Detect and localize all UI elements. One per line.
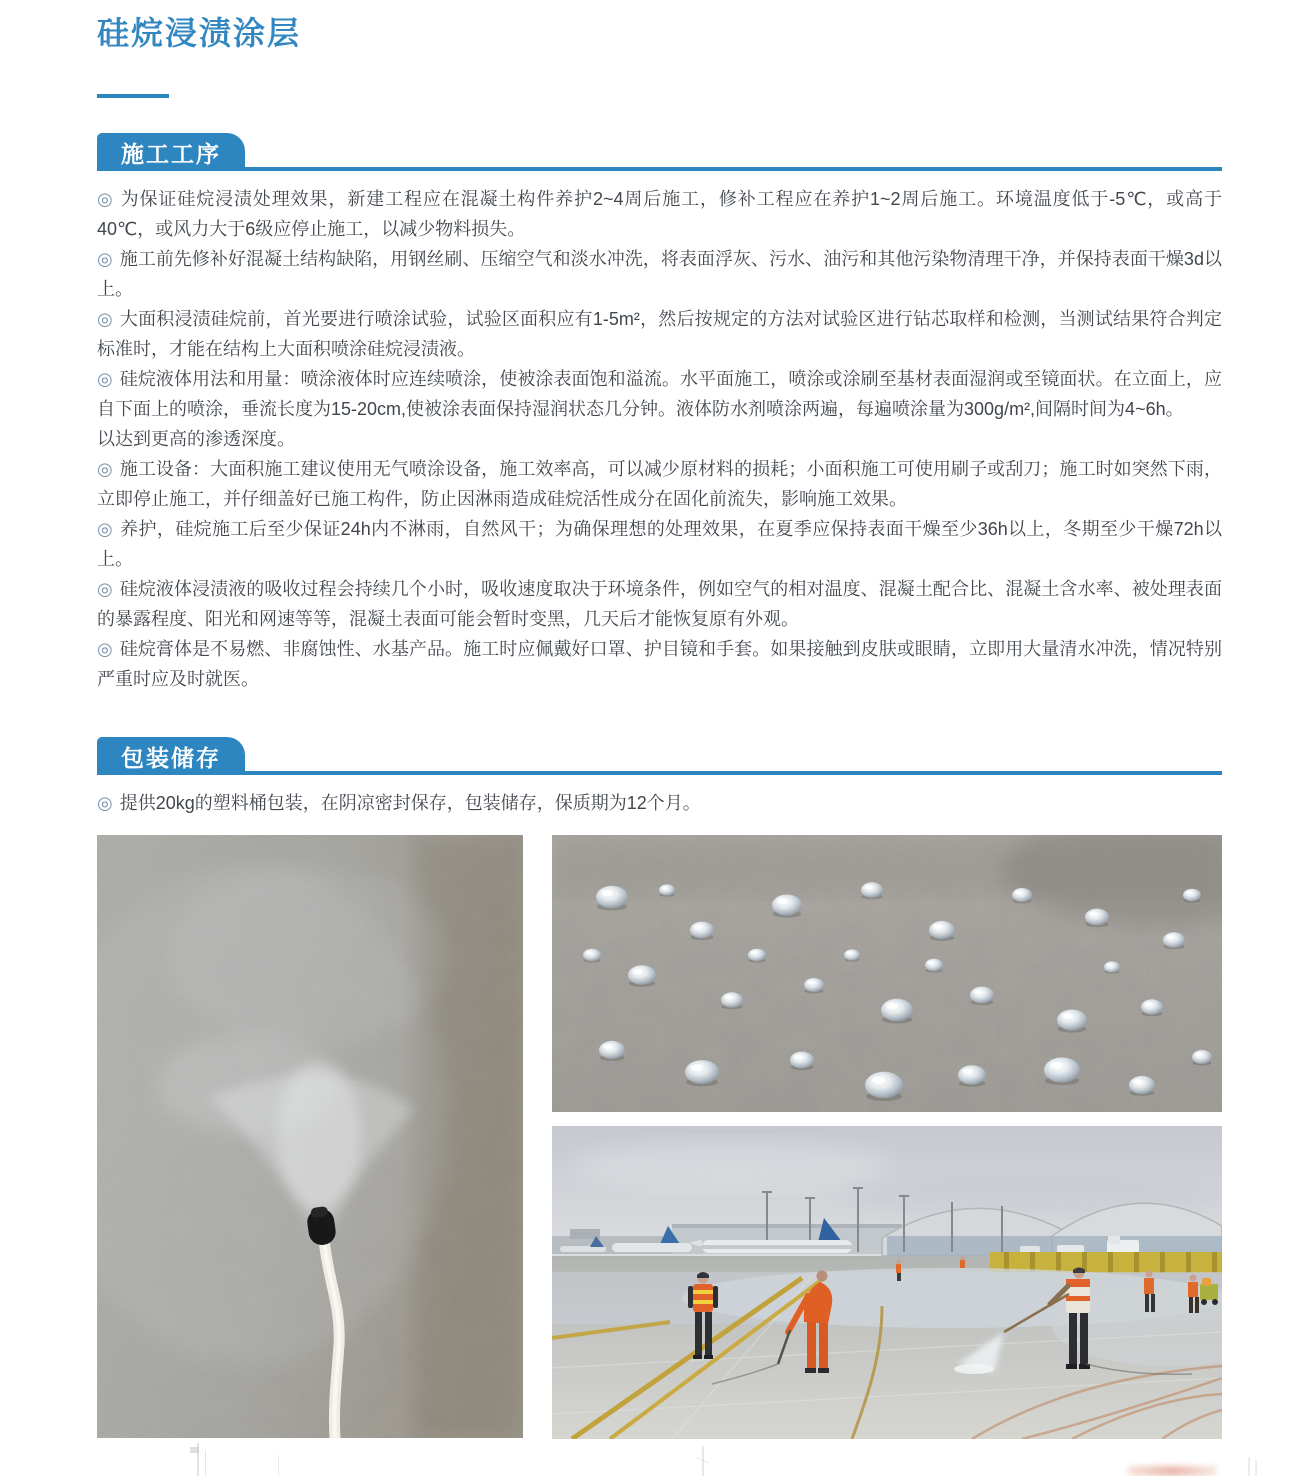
page-bottom-artifact [1255, 1460, 1257, 1476]
paragraph-text: 施工前先修补好混凝土结构缺陷，用钢丝刷、压缩空气和淡水冲洗，将表面浮灰、污水、油污和其他污染物清理干净，并保持表面干燥3d以上。 [97, 249, 1222, 299]
section-header-packaging [97, 737, 1222, 775]
page-bottom-smudge [1128, 1466, 1216, 1476]
body-paragraph [97, 364, 1222, 424]
paragraph-text: 提供20kg的塑料桶包装，在阴凉密封保存，包装储存，保质期为12个月。 [119, 793, 701, 813]
body-paragraph [97, 634, 1222, 694]
page-bottom-artifact [205, 1450, 206, 1476]
bullet-icon: ◎ [97, 369, 113, 389]
packaging-paragraphs [97, 788, 1222, 818]
spray-application-photo [97, 835, 523, 1438]
paragraph-text: 硅烷液体浸渍液的吸收过程会持续几个小时，吸收速度取决于环境条件，例如空气的相对温度、混凝土配合比、混凝土含水率、被处理表面的暴露程度、阳光和网速等等，混凝土表面可能会暂时变黑，几天后才能恢复原有外观。 [97, 579, 1222, 629]
body-paragraph [97, 574, 1222, 634]
bullet-icon: ◎ [97, 249, 113, 269]
body-paragraph [97, 454, 1222, 514]
bullet-icon: ◎ [97, 309, 113, 329]
section-tab: 包装储存 [97, 737, 245, 775]
paragraph-text: 大面积浸渍硅烷前，首光要进行喷涂试验，试验区面积应有1-5m²，然后按规定的方法对试验区进行钻芯取样和检测，当测试结果符合判定标准时，才能在结构上大面积喷涂硅烷浸渍液。 [97, 309, 1222, 359]
body-paragraph [97, 788, 1222, 818]
page-content [97, 0, 1222, 1439]
bullet-icon: ◎ [97, 189, 114, 209]
bullet-icon: ◎ [97, 579, 113, 599]
page-title: 硅烷浸渍涂层 [97, 15, 302, 51]
paragraph-text: 养护，硅烷施工后至少保证24h内不淋雨，自然风干；为确保理想的处理效果，在夏季应保持表面干燥至少36h以上，冬期至少干燥72h以上。 [97, 519, 1222, 569]
bullet-icon: ◎ [97, 793, 113, 813]
page-bottom-artifact [278, 1455, 279, 1476]
bullet-icon: ◎ [97, 459, 113, 479]
paragraph-text: 以达到更高的渗透深度。 [97, 429, 295, 449]
photo-grid [97, 835, 1222, 1439]
body-paragraph [97, 184, 1222, 244]
page-bottom-artifact [190, 1447, 199, 1453]
photo-column-right [552, 835, 1222, 1439]
paragraph-text: 硅烷膏体是不易燃、非腐蚀性、水基产品。施工时应佩戴好口罩、护目镜和手套。如果接触到皮肤或眼睛，立即用大量清水冲洗，情况特别严重时应及时就医。 [97, 639, 1222, 689]
body-paragraph [97, 424, 1222, 454]
bullet-icon: ◎ [97, 639, 113, 659]
section-tab-rule [97, 771, 1222, 775]
section-tab: 施工工序 [97, 133, 245, 171]
title-underline [97, 94, 169, 98]
paragraph-text: 施工设备：大面积施工建议使用无气喷涂设备，施工效率高，可以减少原材料的损耗；小面积施工可使用刷子或刮刀；施工时如突然下雨，立即停止施工，并仔细盖好已施工构件，防止因淋雨造成硅烷活性成分在固化前流失，影响施工效果。 [97, 459, 1222, 509]
paragraph-text: 硅烷液体用法和用量：喷涂液体时应连续喷涂，使被涂表面饱和溢流。水平面施工，喷涂或涂刷至基材表面湿润或至镜面状。在立面上，应自下面上的喷涂，垂流长度为15-20cm,使被涂表面保持湿润状态几分钟。液体防水剂喷涂两遍，每遍喷涂量为300g/m²,间隔时间为4~6h。 [97, 369, 1222, 419]
body-paragraph [97, 304, 1222, 364]
airport-spraying-photo [552, 1126, 1222, 1439]
body-paragraph [97, 244, 1222, 304]
body-paragraph [97, 514, 1222, 574]
water-beading-photo [552, 835, 1222, 1112]
paragraph-text: 为保证硅烷浸渍处理效果，新建工程应在混凝土构件养护2~4周后施工，修补工程应在养护1~2周后施工。环境温度低于-5℃，或高于40℃，或风力大于6级应停止施工，以减少物料损失。 [97, 189, 1222, 239]
section-tab-rule [97, 167, 1222, 171]
page-bottom-artifact [1248, 1457, 1250, 1476]
construction-paragraphs [97, 184, 1222, 694]
section-header-construction [97, 133, 1222, 171]
bullet-icon: ◎ [97, 519, 114, 539]
